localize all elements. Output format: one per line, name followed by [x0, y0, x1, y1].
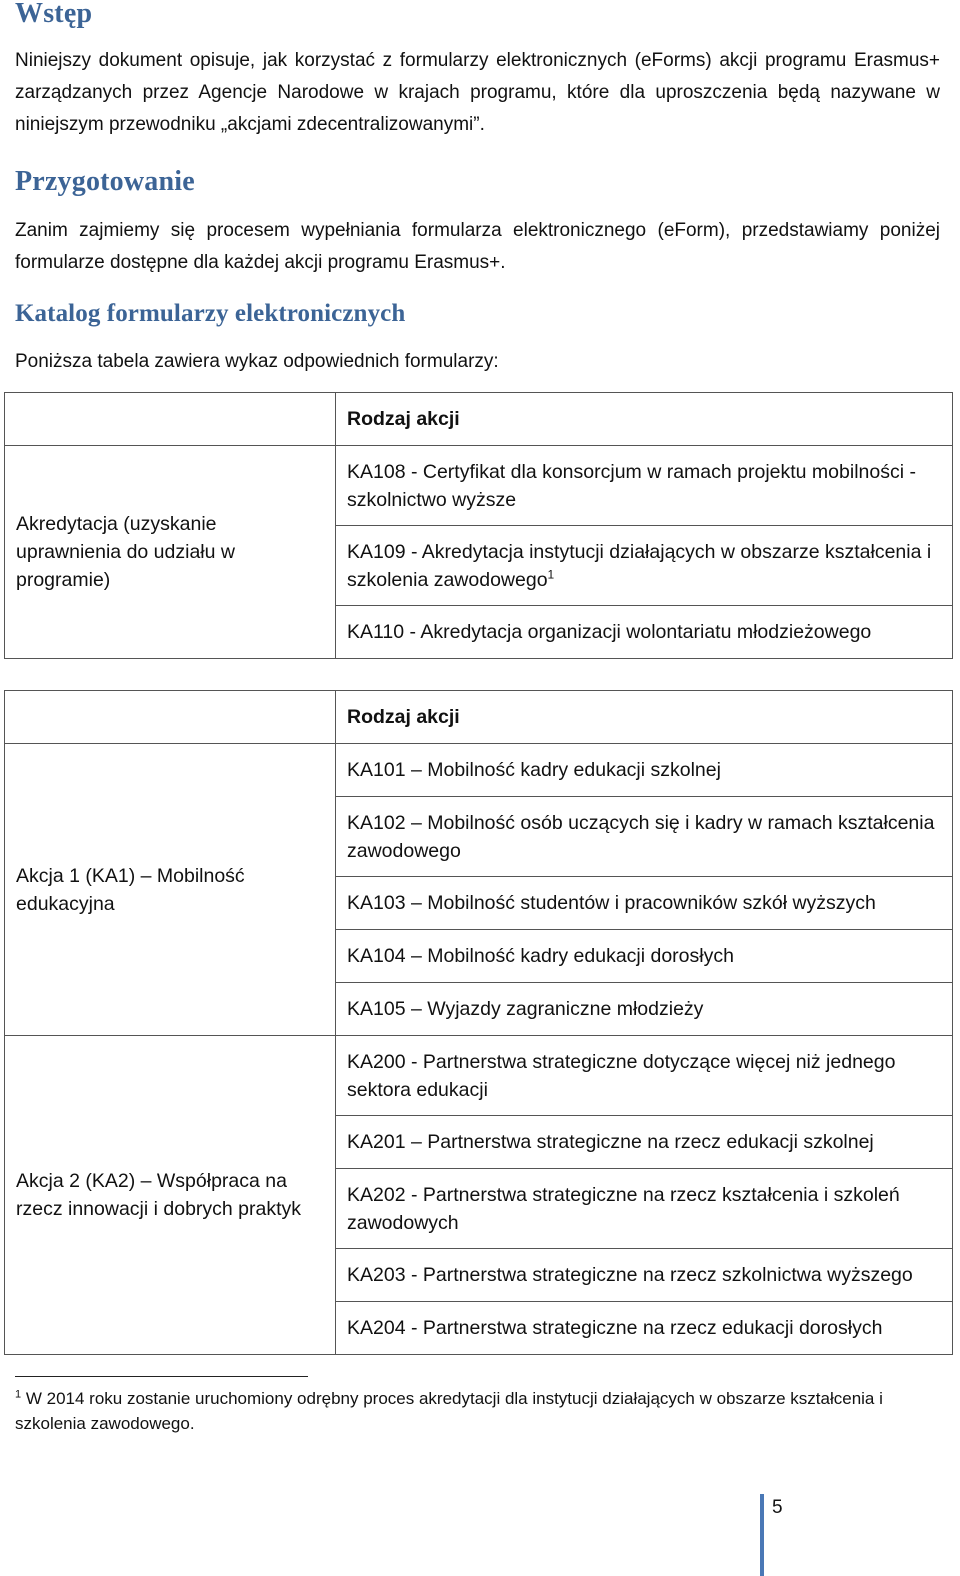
- heading-katalog: Katalog formularzy elektronicznych: [15, 300, 406, 327]
- action-ka103: KA103 – Mobilność studentów i pracowników szkół wyższych: [336, 877, 953, 930]
- action-ka109-text: KA109 - Akredytacja instytucji działających w obszarze kształcenia i szkolenia zawodowego: [347, 540, 932, 591]
- action-ka102: KA102 – Mobilność osób uczących się i kadry w ramach kształcenia zawodowego: [336, 797, 953, 877]
- action-ka109: [336, 526, 953, 606]
- paragraph-katalog: Poniższa tabela zawiera wykaz odpowiednich formularzy:: [15, 351, 499, 372]
- empty-header-cell: [5, 393, 336, 446]
- action-ka101: KA101 – Mobilność kadry edukacji szkolnej: [336, 744, 953, 797]
- empty-header-cell: [5, 691, 336, 744]
- action-ka204: KA204 - Partnerstwa strategiczne na rzecz edukacji dorosłych: [336, 1302, 953, 1355]
- table-row: [5, 1036, 953, 1116]
- action-ka203: KA203 - Partnerstwa strategiczne na rzecz szkolnictwa wyższego: [336, 1249, 953, 1302]
- footnote-reference: 1: [547, 567, 555, 581]
- action-type-header: Rodzaj akcji: [336, 393, 953, 446]
- paragraph-przygotowanie: Zanim zajmiemy się procesem wypełniania formularza elektronicznego (eForm), przedstawiamy poniżej formularze dostępne dla każdej akcji programu Erasmus+.: [15, 220, 940, 273]
- footnote-mark: 1: [15, 1388, 22, 1401]
- footnote: [15, 1386, 915, 1436]
- category-ka2: Akcja 2 (KA2) – Współpraca na rzecz innowacji i dobrych praktyk: [5, 1036, 336, 1355]
- action-ka110: KA110 - Akredytacja organizacji wolontariatu młodzieżowego: [336, 606, 953, 659]
- action-ka108: KA108 - Certyfikat dla konsorcjum w ramach projektu mobilności - szkolnictwo wyższe: [336, 446, 953, 526]
- paragraph-wstep: Niniejszy dokument opisuje, jak korzystać z formularzy elektronicznych (eForms) akcji programu Erasmus+ zarządzanych przez Agencje Narodowe w krajach programu, które dla uproszczenia będą nazywane w niniejszym przewodniku „akcjami zdecentralizowanymi”.: [15, 50, 940, 135]
- table-header-row: [5, 691, 953, 744]
- table-row: [5, 446, 953, 526]
- footnote-divider: [15, 1376, 308, 1377]
- action-ka105: KA105 – Wyjazdy zagraniczne młodzieży: [336, 983, 953, 1036]
- action-ka104: KA104 – Mobilność kadry edukacji dorosłych: [336, 930, 953, 983]
- action-ka202: KA202 - Partnerstwa strategiczne na rzecz kształcenia i szkoleń zawodowych: [336, 1169, 953, 1249]
- heading-wstep: Wstęp: [15, 0, 93, 29]
- page-number-bar: [760, 1494, 764, 1576]
- heading-przygotowanie: Przygotowanie: [15, 166, 195, 197]
- table-row: [5, 744, 953, 797]
- category-ka1: Akcja 1 (KA1) – Mobilność edukacyjna: [5, 744, 336, 1036]
- action-ka201: KA201 – Partnerstwa strategiczne na rzecz edukacji szkolnej: [336, 1116, 953, 1169]
- actions-table: [4, 690, 953, 1355]
- page-number: 5: [772, 1497, 783, 1518]
- footnote-text: W 2014 roku zostanie uruchomiony odrębny proces akredytacji dla instytucji działających w obszarze kształcenia i szkolenia zawodowego.: [15, 1389, 883, 1433]
- accreditation-table: [4, 392, 953, 659]
- action-ka200: KA200 - Partnerstwa strategiczne dotyczące więcej niż jednego sektora edukacji: [336, 1036, 953, 1116]
- table-header-row: [5, 393, 953, 446]
- category-accreditation: Akredytacja (uzyskanie uprawnienia do udziału w programie): [5, 446, 336, 659]
- action-type-header: Rodzaj akcji: [336, 691, 953, 744]
